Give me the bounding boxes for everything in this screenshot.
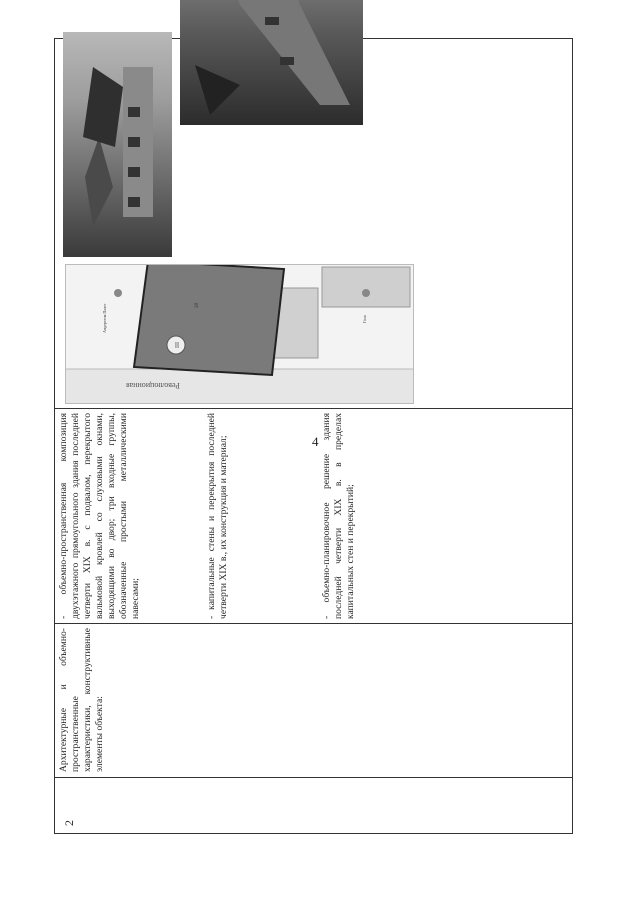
map-number: 28 (195, 303, 200, 308)
item-2: - капитальные стены и перекрытия последней четверти XIX в., их конструкция и материал; (206, 413, 229, 619)
pin-icon (114, 289, 122, 297)
table (54, 38, 573, 834)
images-cell (54, 38, 573, 409)
site-map (65, 264, 414, 404)
row-number: 2 (62, 820, 76, 826)
street-photo (180, 0, 363, 125)
item-1: - объемно-пространственная композиция двухэтажного прямоугольного здания последней четверти XIX в. с подвалом, перекрытого вальмовой кровлей со слуховыми окнами, выходящими во двор; три входные группы, обозначенные простыми металлическими навесами; (58, 413, 141, 619)
map-label-1: Андерсена Пласт (102, 303, 107, 333)
facade-photo (63, 32, 172, 257)
map-label-2: Голя (362, 315, 367, 323)
page-number: 4 (312, 434, 319, 449)
item-3: - объемно-планировочное решение здания последней четверти XIX в. в пределах капитальных стен и перекрытий; (321, 413, 356, 619)
row-label: Архитектурные и объемно-пространственные характеристики, конструктивные элементы объекта: (58, 628, 105, 772)
pin-icon (362, 289, 370, 297)
label-cell (54, 623, 573, 778)
row-number-cell (54, 777, 573, 834)
map-badge: III (175, 342, 181, 348)
street-label: Революционная (126, 381, 180, 390)
description-cell (54, 408, 573, 624)
